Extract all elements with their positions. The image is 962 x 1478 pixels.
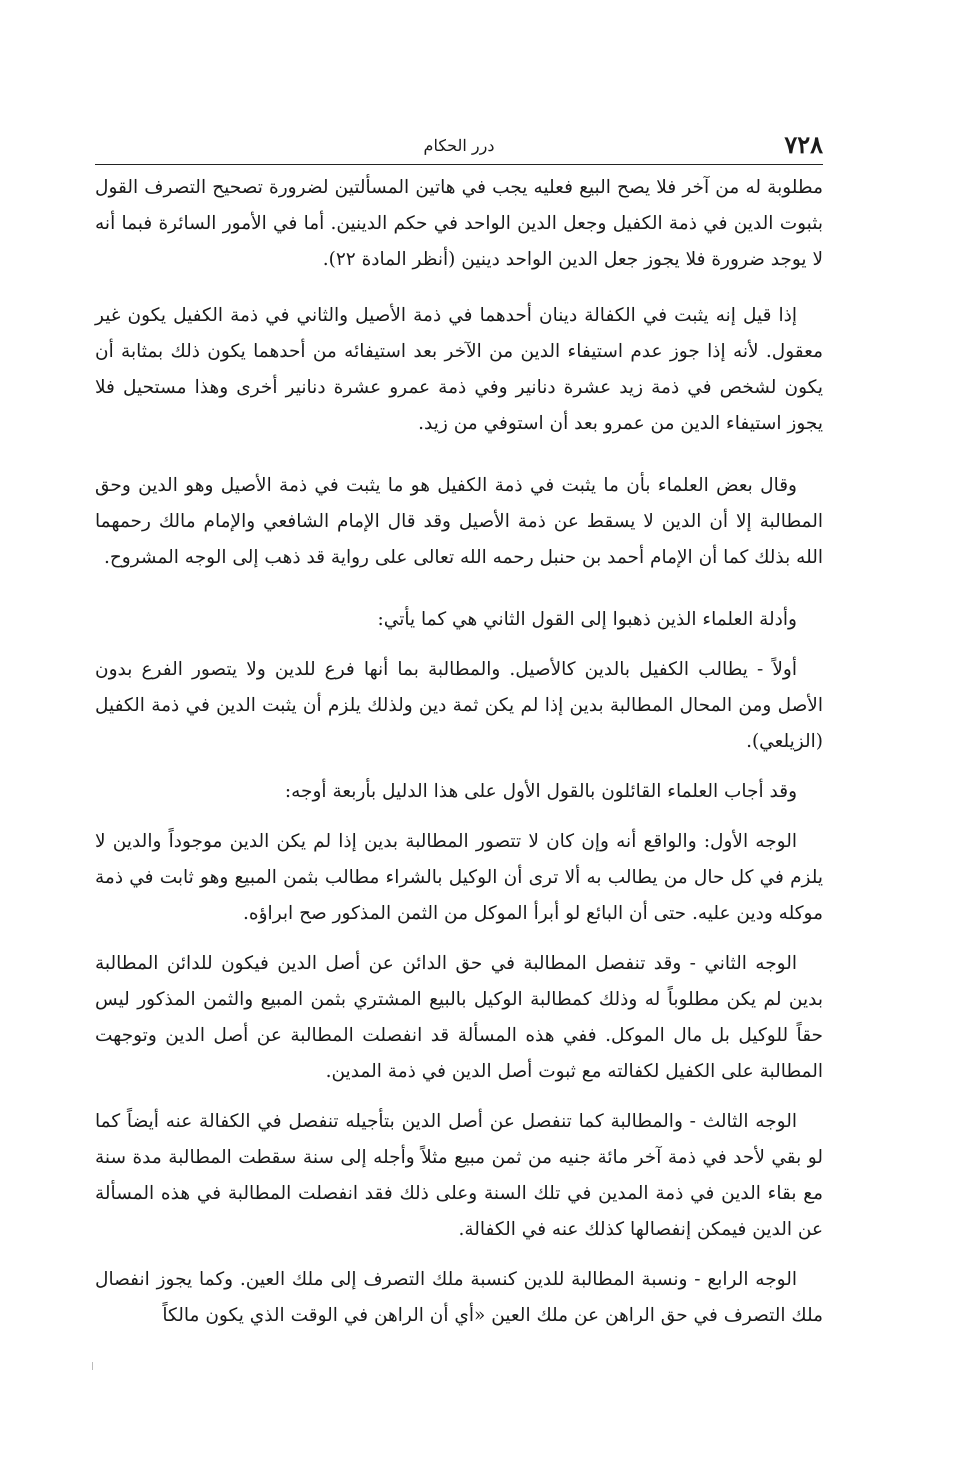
page-header (95, 130, 823, 165)
paragraph: إذا قيل إنه يثبت في الكفالة دينان أحدهما في ذمة الأصيل والثاني في ذمة الكفيل يكون غير معقول. لأنه إذا جوز عدم استيفاء الدين من الآخر بعد استيفائه من أحدهما يكون ذلك بمثابة أن يكون لشخص في ذمة زيد عشرة دنانير وفي ذمة عمرو عشرة دنانير أخرى وهذا مستحيل فلا يجوز استيفاء الدين من عمرو بعد أن استوفي من زيد. (95, 305, 823, 434)
paragraph: الوجه الأول: والواقع أنه وإن كان لا تتصور المطالبة بدين إذا لم يكن الدين موجوداً والدين لا يلزم في كل حال من يطالب به ألا ترى أن الوكيل بالشراء مطالب بثمن المبيع وهو ثابت في ذمة موكله ودين عليه. حتى أن البائع لو أبرأ الموكل من الثمن المذكور صح ابراؤه. (95, 831, 823, 924)
paragraph: وقال بعض العلماء بأن ما يثبت في ذمة الكفيل هو ما يثبت في ذمة الأصيل وهو الدين وحق المطالبة إلا أن الدين لا يسقط عن ذمة الأصيل وقد قال الإمام الشافعي والإمام مالك رحمهما الله بذلك كما أن الإمام أحمد بن حنبل رحمه الله تعالى على رواية قد ذهب إلى الوجه المشروح. (95, 475, 823, 568)
body-text (95, 170, 823, 1334)
paragraph: الوجه الرابع - ونسبة المطالبة للدين كنسبة ملك التصرف إلى ملك العين. وكما يجوز انفصال ملك التصرف في حق الراهن عن ملك العين «أي أن الراهن في الوقت الذي يكون مالكاً (95, 1269, 823, 1326)
paragraph: أولاً - يطالب الكفيل بالدين كالأصيل. والمطالبة بما أنها فرع للدين ولا يتصور الفرع بدون الأصل ومن المحال المطالبة بدين إذا لم يكن ثمة دين ولذلك يلزم أن يثبت الدين في ذمة الكفيل (الزيلعي). (95, 659, 823, 752)
paragraph: وقد أجاب العلماء القائلون بالقول الأول على هذا الدليل بأربعة أوجه: (284, 781, 797, 802)
margin-mark (92, 1362, 93, 1370)
running-title: درر الحكام (423, 136, 495, 155)
paragraph: وأدلة العلماء الذين ذهبوا إلى القول الثاني هي كما يأتي: (377, 609, 797, 630)
paragraph: مطلوبة له من آخر فلا يصح البيع فعليه يجب في هاتين المسألتين لضرورة تصحيح التصرف القول بثبوت الدين في ذمة الكفيل وجعل الدين الواحد في حكم الدينين. أما في الأمور السائرة فبما أنه لا يوجد ضرورة فلا يجوز جعل الدين الواحد دينين (أنظر المادة ٢٢). (95, 177, 823, 270)
paragraph: الوجه الثاني - وقد تنفصل المطالبة في حق الدائن عن أصل الدين فيكون للدائن المطالبة بدين لم يكن مطلوباً له وذلك كمطالبة الوكيل بالبيع المشتري بثمن المبيع والثمن المذكور ليس حقاً للوكيل بل مال الموكل. ففي هذه المسألة قد انفصلت المطالبة عن أصل الدين وتوجهت المطالبة على الكفيل لكفالته مع ثبوت أصل الدين في ذمة المدين. (95, 953, 823, 1082)
page-number: ٧٢٨ (784, 130, 823, 159)
paragraph: الوجه الثالث - والمطالبة كما تنفصل عن أصل الدين بتأجيله تنفصل في الكفالة عنه أيضاً كما لو بقي لأحد في ذمة آخر مائة جنيه من ثمن مبيع مثلاً وأجله إلى سنة سقطت المطالبة مدة سنة مع بقاء الدين في ذمة المدين في تلك السنة وعلى ذلك فقد انفصلت المطالبة في هذه المسألة عن الدين فيمكن إنفصالها كذلك عنه في الكفالة. (95, 1111, 823, 1240)
